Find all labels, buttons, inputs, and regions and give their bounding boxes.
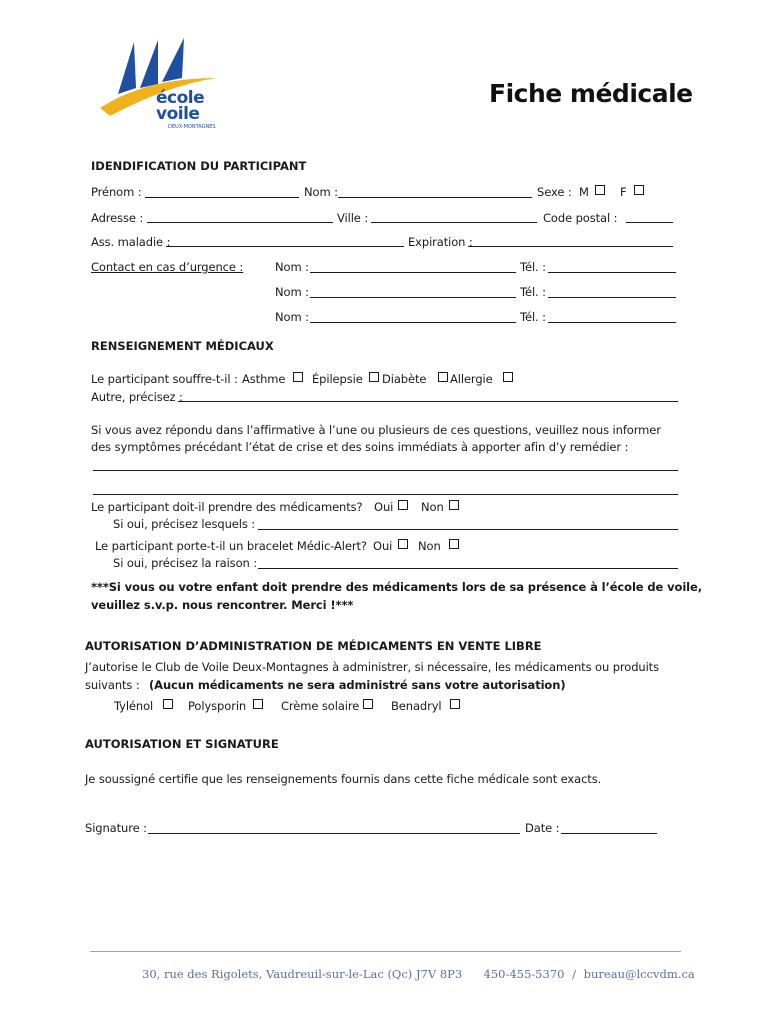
ass-maladie-field[interactable]: [166, 246, 404, 247]
creme-solaire-checkbox[interactable]: [363, 699, 373, 709]
medicaments-oui-checkbox[interactable]: [398, 500, 408, 510]
footer-address: 30, rue des Rigolets, Vaudreuil-sur-le-Lac (Qc) J7V 8P3: [142, 967, 463, 981]
raison-field[interactable]: [258, 568, 678, 569]
logo-text-deux-montagnes: DEUX-MONTAGNES: [168, 124, 216, 130]
otc-text-2-bold: (Aucun médicaments ne sera administré sans votre autorisation): [149, 678, 566, 692]
souffre-label: Le participant souffre-t-il :: [91, 372, 238, 386]
otc-text-1: J’autorise le Club de Voile Deux-Montagnes à administrer, si nécessaire, les médicaments ou produits: [85, 660, 659, 674]
signature-label: Signature :: [85, 821, 147, 835]
section-title-medical: RENSEIGNEMENT MÉDICAUX: [91, 339, 274, 353]
medicaments-oui-label: Oui: [374, 500, 394, 514]
benadryl-label: Benadryl: [391, 699, 442, 713]
nom-field[interactable]: [338, 197, 532, 198]
contact-urgence-label: Contact en cas d’urgence :: [91, 260, 244, 274]
code-postal-label: Code postal :: [543, 211, 618, 225]
benadryl-checkbox[interactable]: [450, 699, 460, 709]
tylenol-checkbox[interactable]: [163, 699, 173, 709]
lesquels-label: Si oui, précisez lesquels :: [113, 517, 256, 531]
contact-nom-field-1[interactable]: [310, 272, 516, 273]
page-title: Fiche médicale: [489, 79, 693, 108]
contact-tel-label-1: Tél. :: [520, 260, 546, 274]
contact-nom-field-3[interactable]: [310, 322, 516, 323]
ass-maladie-label: Ass. maladie :: [91, 235, 171, 249]
prenom-label: Prénom :: [91, 185, 142, 199]
bracelet-oui-label: Oui: [373, 539, 393, 553]
contact-nom-label-2: Nom :: [275, 285, 309, 299]
medication-notice-2: veuillez s.v.p. nous rencontrer. Merci !***: [91, 598, 354, 612]
section-title-otc: AUTORISATION D’ADMINISTRATION DE MÉDICAMENTS EN VENTE LIBRE: [85, 639, 542, 653]
sexe-f-label: F: [620, 185, 627, 199]
asthme-checkbox[interactable]: [293, 372, 303, 382]
autre-field[interactable]: [178, 401, 678, 402]
nom-label: Nom :: [304, 185, 338, 199]
prenom-field[interactable]: [145, 197, 299, 198]
medication-notice-1: ***Si vous ou votre enfant doit prendre des médicaments lors de sa présence à l’école de voile,: [91, 580, 702, 594]
bracelet-oui-checkbox[interactable]: [398, 539, 408, 549]
epilepsie-checkbox[interactable]: [369, 372, 379, 382]
autre-label: Autre, précisez :: [91, 390, 183, 404]
medicaments-non-checkbox[interactable]: [449, 500, 459, 510]
sexe-m-checkbox[interactable]: [595, 185, 605, 195]
sexe-m-label: M: [579, 185, 589, 199]
logo-text-voile: voile: [156, 104, 200, 124]
raison-label: Si oui, précisez la raison :: [113, 556, 258, 570]
footer-phone: 450-455-5370: [483, 967, 565, 981]
adresse-label: Adresse :: [91, 211, 144, 225]
adresse-field[interactable]: [147, 222, 333, 223]
section-title-signature: AUTORISATION ET SIGNATURE: [85, 737, 279, 751]
sexe-label: Sexe :: [537, 185, 572, 199]
bracelet-question: Le participant porte-t-il un bracelet Médic-Alert?: [95, 539, 367, 553]
medicaments-non-label: Non: [421, 500, 444, 514]
symptoms-field-2[interactable]: [93, 494, 678, 495]
affirmative-text-2: des symptômes précédant l’état de crise et des soins immédiats à apporter afin d’y remédier :: [91, 440, 629, 454]
sexe-f-checkbox[interactable]: [634, 185, 644, 195]
contact-tel-field-2[interactable]: [548, 297, 676, 298]
affirmative-text-1: Si vous avez répondu dans l’affirmative à l’une ou plusieurs de ces questions, veuillez nous informer: [91, 423, 661, 437]
creme-solaire-label: Crème solaire: [281, 699, 360, 713]
lesquels-field[interactable]: [258, 529, 678, 530]
contact-tel-field-1[interactable]: [548, 272, 676, 273]
date-label: Date :: [525, 821, 560, 835]
footer-contact: [142, 967, 695, 981]
polysporin-checkbox[interactable]: [253, 699, 263, 709]
diabete-label: Diabète: [382, 372, 427, 386]
medicaments-question: Le participant doit-il prendre des médicaments?: [91, 500, 363, 514]
contact-nom-label-1: Nom :: [275, 260, 309, 274]
tylenol-label: Tylénol: [114, 699, 154, 713]
allergie-checkbox[interactable]: [503, 372, 513, 382]
footer-rule: [90, 951, 681, 952]
code-postal-field[interactable]: [626, 222, 673, 223]
signature-field[interactable]: [148, 833, 520, 834]
contact-tel-label-3: Tél. :: [520, 310, 546, 324]
school-logo: [96, 38, 226, 133]
otc-text-2-prefix: suivants :: [85, 678, 140, 692]
section-title-identification: IDENDIFICATION DU PARTICIPANT: [91, 159, 307, 173]
ville-field[interactable]: [371, 222, 537, 223]
polysporin-label: Polysporin: [188, 699, 247, 713]
footer-email[interactable]: bureau@lccvdm.ca: [583, 967, 695, 981]
expiration-label: Expiration :: [408, 235, 473, 249]
contact-nom-label-3: Nom :: [275, 310, 309, 324]
bracelet-non-label: Non: [418, 539, 441, 553]
certify-text: Je soussigné certifie que les renseignements fournis dans cette fiche médicale sont exacts.: [85, 772, 602, 786]
contact-nom-field-2[interactable]: [310, 297, 516, 298]
diabete-checkbox[interactable]: [438, 372, 448, 382]
symptoms-field-1[interactable]: [93, 470, 678, 471]
allergie-label: Allergie: [450, 372, 493, 386]
expiration-field[interactable]: [468, 246, 673, 247]
ville-label: Ville :: [337, 211, 369, 225]
footer-separator: /: [572, 967, 576, 981]
date-field[interactable]: [561, 833, 657, 834]
contact-tel-field-3[interactable]: [548, 322, 676, 323]
bracelet-non-checkbox[interactable]: [449, 539, 459, 549]
asthme-label: Asthme: [242, 372, 286, 386]
contact-tel-label-2: Tél. :: [520, 285, 546, 299]
epilepsie-label: Épilepsie: [312, 372, 363, 386]
logo-text-ecole: école: [156, 88, 205, 108]
